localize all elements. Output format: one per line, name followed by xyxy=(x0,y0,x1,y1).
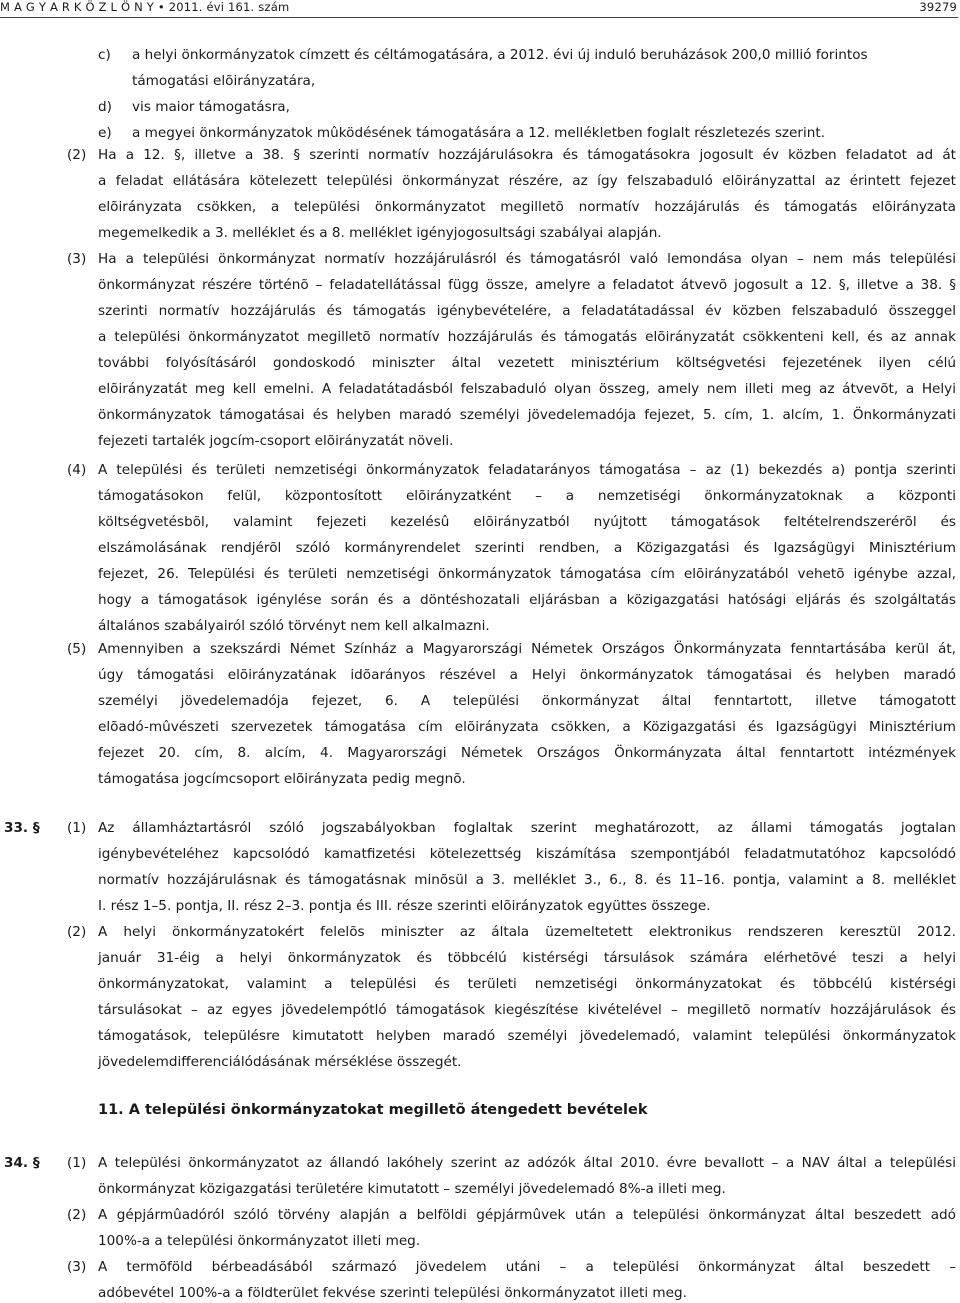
paragraph-line: a feladat ellátására kötelezett települési önkormányzat részére, az így felszabaduló elõirányzattal az érintett fejezet xyxy=(98,173,956,189)
paragraph-line: A termõföld bérbeadásából származó jövedelem utáni – a települési önkormányzat által beszedett – xyxy=(98,1259,956,1275)
paragraph-line: személyi jövedelemadója fejezet, 6. A települési önkormányzat által fenntartott, illetve támogatott xyxy=(98,693,956,709)
paragraph-line: önkormányzat közigazgatási területére kimutatott – személyi jövedelemadó 8%-a illeti meg. xyxy=(98,1181,726,1197)
paragraph-line: adóbevétel 100%-a a földterület fekvése szerinti települési önkormányzatot illeti meg. xyxy=(98,1285,687,1301)
paragraph-line: önkormányzat részére történõ – feladatellátással függ össze, amelyre a feladatot átvevõ jogosult a 12. §, illetve a 38. § xyxy=(98,277,956,293)
list-item-text: vis maior támogatásra, xyxy=(132,99,290,115)
paragraph-line: a települési önkormányzatot megilletõ normatív hozzájárulás és támogatás elõirányzatát csökkenteni kell, és az annak xyxy=(98,329,956,345)
journal-title: M A G Y A R K Ö Z L Ö N Y • 2011. évi 161. szám xyxy=(0,0,290,14)
list-item-label: d) xyxy=(98,99,112,115)
paragraph-number: (3) xyxy=(67,1259,87,1275)
list-item-label: e) xyxy=(98,125,112,141)
paragraph-line: Ha a települési önkormányzat normatív hozzájárulásról és támogatásról való lemondása olyan – nem más települési xyxy=(98,251,956,267)
header-rule xyxy=(0,17,958,18)
paragraph-line: elõirányzata csökken, a települési önkormányzatot megilletõ normatív hozzájárulás és támogatás elõirányzata xyxy=(98,199,956,215)
paragraph-line: hogy a támogatások igénylése során és a döntéshozatali eljárásban a közigazgatási hatósági eljárás és szolgáltatás xyxy=(98,592,956,608)
paragraph-number: (5) xyxy=(67,641,87,657)
paragraph-line: önkormányzatokat, valamint a települési és területi nemzetiségi önkormányzatokat és többcélú kistérségi xyxy=(98,976,956,992)
paragraph-line: január 31-éig a helyi önkormányzatok és többcélú kistérségi társulások számára elérhetõvé teszi a helyi xyxy=(98,950,956,966)
paragraph-number: (3) xyxy=(67,251,87,267)
paragraph-line: A gépjármûadóról szóló törvény alapján a belföldi gépjármûvek után a települési önkormányzat által beszedett adó xyxy=(98,1207,956,1223)
paragraph-line: jövedelemdifferenciálódásának mérséklése összegét. xyxy=(98,1054,462,1070)
paragraph-number: (1) xyxy=(67,1155,87,1171)
paragraph-line: további folyósításáról gondoskodó miniszter által vezetett minisztérium költségvetési fejezetének ilyen célú xyxy=(98,355,956,371)
paragraph-line: igénybevételéhez kapcsolódó kamatfizetési kötelezettség kiszámítása szempontjából feladatmutatóhoz kapcsolódó xyxy=(98,846,956,862)
paragraph-line: önkormányzatok támogatásai és helyben maradó személyi jövedelemadója fejezet, 5. cím, 1. alcím, 1. Önkormányzati xyxy=(98,407,956,423)
list-item-text: a megyei önkormányzatok mûködésének támogatására a 12. mellékletben foglalt részletezés szerint. xyxy=(132,125,826,141)
paragraph-number: (2) xyxy=(67,147,87,163)
paragraph-line: fejezeti tartalék jogcím-csoport elõirányzatát növeli. xyxy=(98,433,454,449)
paragraph-line: 100%-a a települési önkormányzatot illeti meg. xyxy=(98,1233,421,1249)
paragraph-line: társulásokat – az egyes jövedelempótló támogatások kiegészítése kivételével – megilletõ normatív hozzájárulások és xyxy=(98,1002,956,1018)
section-title: 11. A települési önkormányzatokat megilletõ átengedett bevételek xyxy=(98,1102,648,1118)
paragraph-line: támogatások, településre kimutatott helyben maradó személyi jövedelemadó, valamint települési önkormányzatok xyxy=(98,1028,956,1044)
paragraph-line: A települési és területi nemzetiségi önkormányzatok feladatarányos támogatása – az (1) bekezdés a) pontja szerinti xyxy=(98,462,956,478)
section-number-34: 34. § xyxy=(4,1155,40,1171)
paragraph-line: Ha a 12. §, illetve a 38. § szerinti normatív hozzájárulásokra és támogatásokra jogosult év közben feladatot ad át xyxy=(98,147,956,163)
paragraph-line: fejezet 20. cím, 8. alcím, 4. Magyarországi Németek Országos Önkormányzata által fenntartott intézmények xyxy=(98,745,956,761)
paragraph-line: általános szabályairól szóló törvényt nem kell alkalmazni. xyxy=(98,618,490,634)
paragraph-line: fejezet, 26. Települési és területi nemzetiségi önkormányzatok támogatása cím elõirányzatából vehetõ igénybe azzal, xyxy=(98,566,956,582)
paragraph-line: költségvetésbõl, valamint fejezeti kezelésû elõirányzatból nyújtott támogatások feltételrendszerérõl és xyxy=(98,514,956,530)
paragraph-line: normatív hozzájárulásnak és támogatásnak minõsül a 3. melléklet 3., 6., 8. és 11–16. pontja, valamint a 8. melléklet xyxy=(98,872,956,888)
paragraph-line: elszámolásának rendjérõl szóló kormányrendelet szerinti rendben, a Közigazgatási és Igazságügyi Minisztérium xyxy=(98,540,956,556)
page-number: 39279 xyxy=(919,0,957,14)
paragraph-line: megemelkedik a 3. melléklet és a 8. melléklet igényjogosultsági szabályai alapján. xyxy=(98,225,662,241)
paragraph-line: támogatásokon felül, központosított elõirányzatként – a nemzetiségi önkormányzatoknak a központi xyxy=(98,488,956,504)
paragraph-line: Amennyiben a szekszárdi Német Színház a Magyarországi Németek Országos Önkormányzata fenntartásába kerül át, xyxy=(98,641,956,657)
paragraph-line: elõirányzatát meg kell emelni. A feladatátadásból felszabaduló olyan összeg, amely nem illeti meg az átvevõt, a Helyi xyxy=(98,381,956,397)
paragraph-line: elõadó-mûvészeti szervezetek támogatása cím elõirányzata csökken, a Közigazgatási és Igazságügyi Minisztérium xyxy=(98,719,956,735)
paragraph-line: szerinti normatív hozzájárulás és támogatás igénybevételére, a feladatátadással év közben felszabaduló összeggel xyxy=(98,303,956,319)
section-number-33: 33. § xyxy=(4,820,40,836)
paragraph-line: támogatása jogcímcsoport elõirányzata pedig megnõ. xyxy=(98,771,466,787)
list-item-text: a helyi önkormányzatok címzett és céltámogatására, a 2012. évi új induló beruházások 200,0 millió forintos xyxy=(132,47,868,63)
page-header xyxy=(0,0,960,15)
list-item-label: c) xyxy=(98,47,111,63)
paragraph-line: A helyi önkormányzatokért felelõs miniszter az általa üzemeltetett elektronikus rendszeren keresztül 2012. xyxy=(98,924,956,940)
list-item-text: támogatási elõirányzatára, xyxy=(132,73,316,89)
paragraph-number: (1) xyxy=(67,820,87,836)
paragraph-line: I. rész 1–5. pontja, II. rész 2–3. pontja és III. része szerinti elõirányzatok együttes összege. xyxy=(98,898,711,914)
paragraph-line: A települési önkormányzatot az állandó lakóhely szerint az adózók által 2010. évre bevallott – a NAV által a települési xyxy=(98,1155,956,1171)
paragraph-number: (4) xyxy=(67,462,87,478)
paragraph-number: (2) xyxy=(67,924,87,940)
paragraph-number: (2) xyxy=(67,1207,87,1223)
paragraph-line: Az államháztartásról szóló jogszabályokban foglaltak szerint meghatározott, az állami támogatás jogtalan xyxy=(98,820,956,836)
paragraph-line: úgy támogatási elõirányzatának idõarányos részével a Helyi önkormányzatok támogatásai és helyben maradó xyxy=(98,667,956,683)
